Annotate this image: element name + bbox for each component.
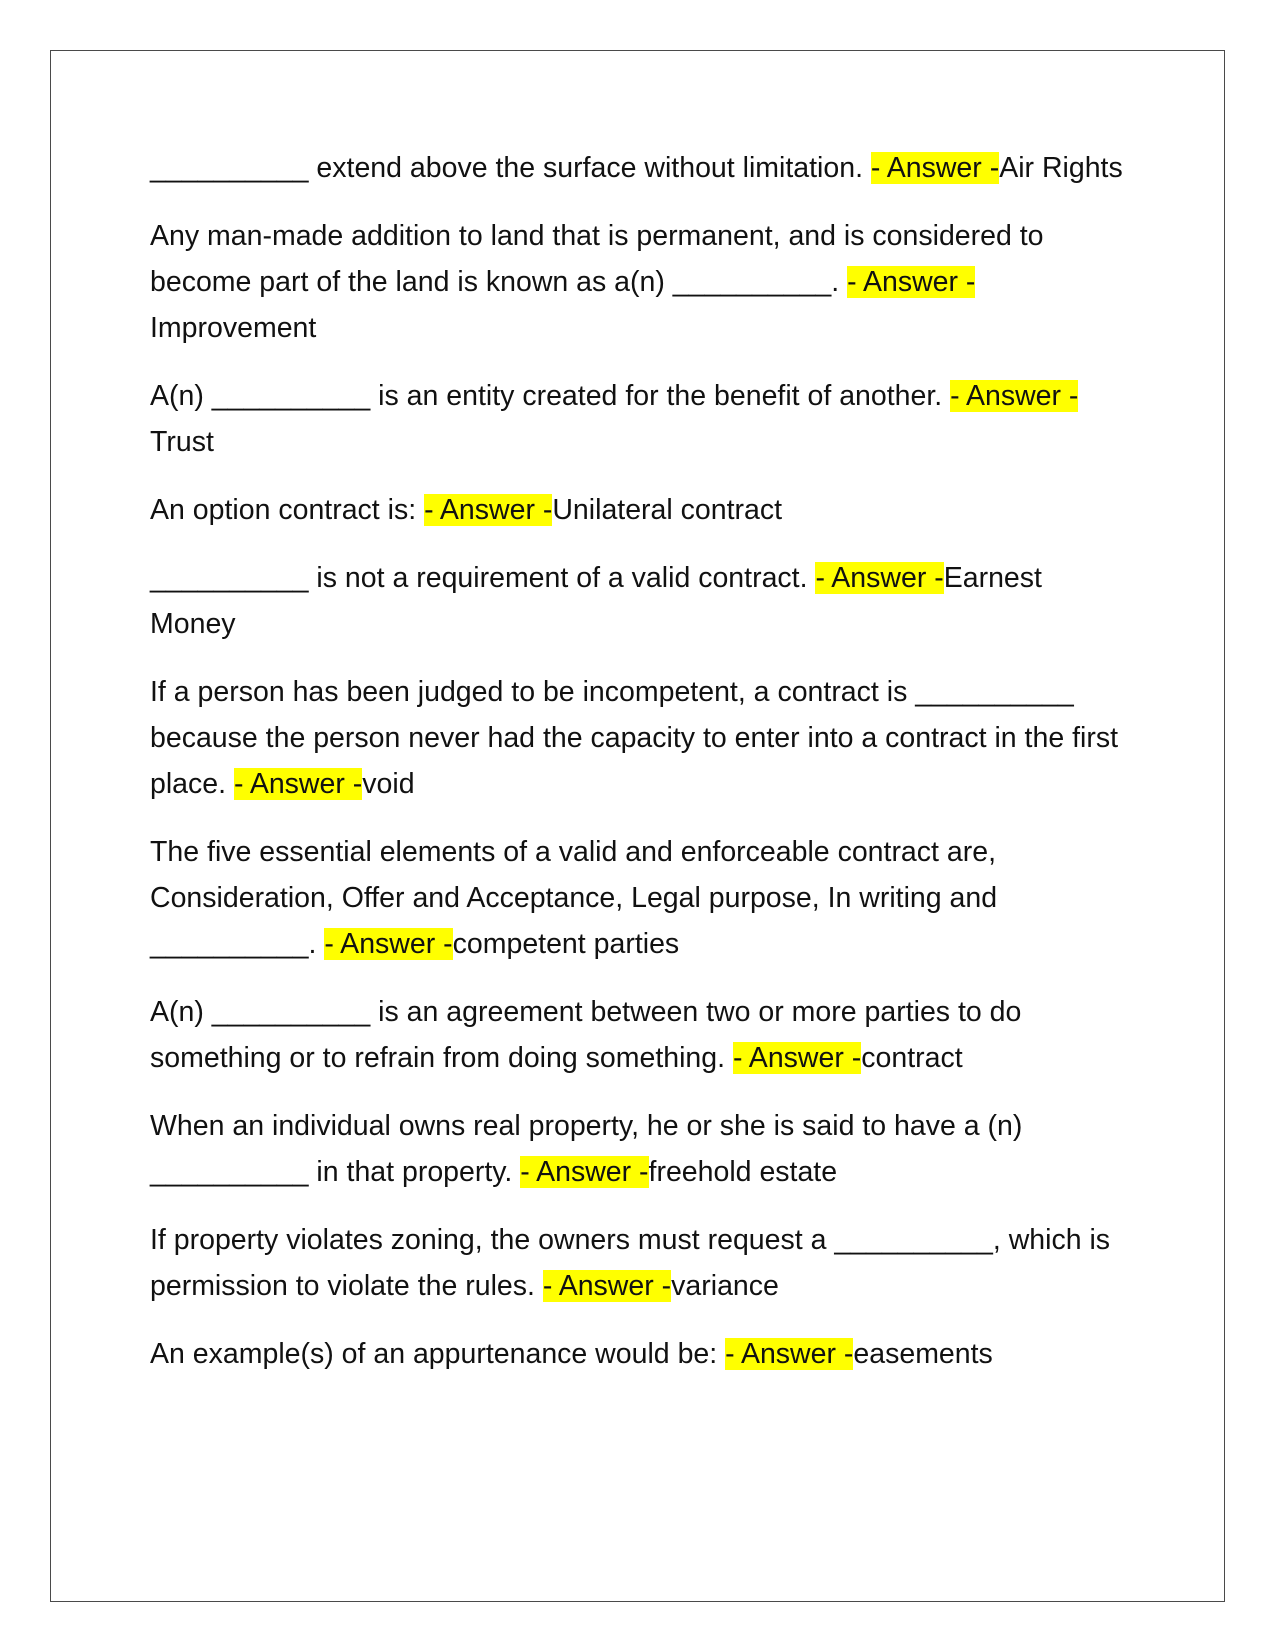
question-text: __________ extend above the surface without limitation. — [150, 152, 871, 184]
qa-item — [150, 1217, 1125, 1309]
qa-item — [150, 1103, 1125, 1195]
answer-marker: - Answer - — [847, 266, 976, 298]
answer-marker: - Answer - — [233, 768, 363, 800]
answer-text: void — [362, 768, 415, 800]
answer-marker: - Answer - — [324, 928, 453, 960]
answer-text: contract — [861, 1042, 963, 1074]
qa-item — [150, 145, 1125, 191]
question-text: A(n) __________ is an agreement between two or more parties to do something or to refrain from doing something. — [150, 996, 1022, 1074]
qa-item — [150, 373, 1125, 465]
qa-item — [150, 487, 1125, 533]
answer-text: Earnest Money — [150, 562, 1042, 640]
question-text: __________ is not a requirement of a valid contract. — [150, 562, 816, 594]
answer-marker: - Answer - — [725, 1338, 854, 1370]
question-text: An example(s) of an appurtenance would be: — [150, 1338, 726, 1370]
question-text: The five essential elements of a valid and enforceable contract are, Consideration, Offer and Acceptance, Legal purpose, In writing and __________. — [150, 836, 998, 960]
answer-text: competent parties — [452, 928, 680, 960]
question-text: If a person has been judged to be incompetent, a contract is __________ because the person never had the capacity to enter into a contract in the first place. — [150, 676, 1118, 800]
qa-item — [150, 989, 1125, 1081]
answer-marker: - Answer - — [424, 494, 553, 526]
answer-marker: - Answer - — [815, 562, 944, 594]
answer-text: variance — [671, 1270, 779, 1302]
question-text: If property violates zoning, the owners must request a __________, which is permission to violate the rules. — [150, 1224, 1111, 1302]
qa-item — [150, 829, 1125, 967]
answer-text: Trust — [150, 426, 214, 458]
answer-marker: - Answer - — [520, 1156, 649, 1188]
document-body — [150, 145, 1125, 1399]
qa-item — [150, 669, 1125, 807]
answer-marker: - Answer - — [870, 152, 1000, 184]
qa-item — [150, 1331, 1125, 1377]
answer-text: Unilateral contract — [552, 494, 783, 526]
answer-marker: - Answer - — [732, 1042, 862, 1074]
answer-text: freehold estate — [648, 1156, 838, 1188]
answer-text: Improvement — [150, 312, 317, 344]
answer-marker: - Answer - — [542, 1270, 672, 1302]
answer-text: easements — [853, 1338, 993, 1370]
qa-item — [150, 555, 1125, 647]
question-text: An option contract is: — [150, 494, 425, 526]
question-text: A(n) __________ is an entity created for the benefit of another. — [150, 380, 951, 412]
answer-marker: - Answer - — [950, 380, 1079, 412]
answer-text: Air Rights — [999, 152, 1123, 184]
question-text: Any man-made addition to land that is permanent, and is considered to become part of the land is known as a(n) __________. — [150, 220, 1044, 298]
question-text: When an individual owns real property, he or she is said to have a (n) __________ in that property. — [150, 1110, 1023, 1188]
qa-item — [150, 213, 1125, 351]
